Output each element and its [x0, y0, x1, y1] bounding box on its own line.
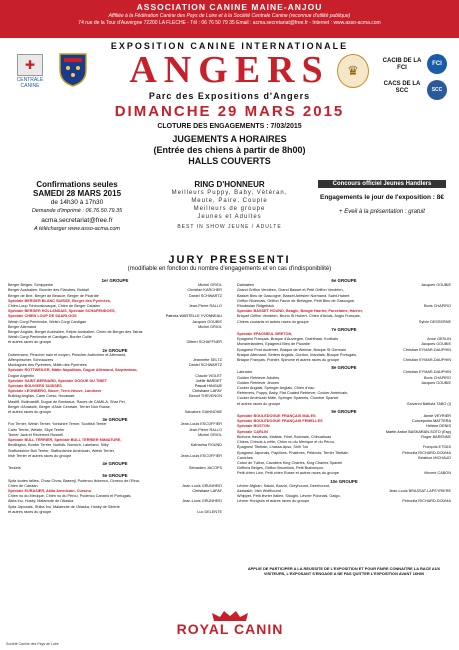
judge-name: Boris CHAPIRO — [423, 304, 451, 309]
jury-column-left — [8, 276, 222, 515]
group-heading: 5e GROUPE — [102, 473, 128, 479]
breed-list: Epagneul Japonais, Papillons, Phalènes, Pékinois, Terrier Tibétain — [237, 450, 349, 455]
judge-name: Pascal HINGUE — [194, 384, 222, 389]
breed-list: Spitz Japonais, Shiba Inu, Malamute de l'Alaska, Husky de Sibérie — [8, 504, 120, 509]
group-heading: 1er GROUPE — [101, 278, 129, 283]
conf-email: acma.secretariat@free.fr — [41, 217, 113, 224]
city-title: ANGERS — [129, 49, 330, 91]
judge-name: Boris CHAPIRO — [423, 375, 451, 380]
ring-title: RING D'HONNEUR — [194, 180, 265, 189]
breed-list: Grand Griffon Vendéen, Grand Basset et Petit Griffon Vendéen, — [237, 288, 344, 293]
judge-name: Michel GRIOL — [198, 432, 222, 437]
footer-text: Société Canine des Pays de Loire — [6, 642, 59, 646]
jury-subtitle: (modifiable en fonction du nombre d'engagements et en cas d'indisponibilité) — [127, 266, 332, 272]
group-heading: 3e GROUPE — [102, 417, 128, 423]
judge-name: Jacques GOUBIE — [192, 319, 222, 324]
breed-judge-row — [237, 358, 451, 363]
breed-list: Cairn Terrier, Westie, Skye Terrier — [8, 427, 65, 432]
judge-name: Anne GESLIN — [427, 337, 451, 342]
breed-judge-row — [237, 499, 451, 504]
breed-list: Spéciale ROTTWEILER, Mâtin Napolitain, Dogue Allemand, Sarplaninac, — [8, 368, 138, 373]
handlers-title: Concours officiel Jeunes Handlers — [318, 180, 446, 188]
breed-list: Bulldog Anglais, Cane Corso, Hovawart — [8, 394, 75, 399]
breed-list: Staffordshire Bull Terrier, Staffordshire Américain, Welsh Terrier, — [8, 448, 115, 453]
association-contact: 74 rue de la Tour d'Auvergne 72200 LA FLECHE - Tél : 06 76 50 79 35 Email : acma.secretariat@free.fr - Internet : www.asso-acma.com — [78, 20, 381, 26]
lion-emblem-icon: ♛ — [337, 54, 369, 88]
judge-name: Christiane LAFAY — [192, 389, 222, 394]
breed-list: Spéciale SAINT-BERNARD, Spéciale DOGUE DU TIBET — [8, 378, 107, 383]
judge-name: Salvatore GIANNONE — [184, 410, 222, 415]
breed-list: Fox Terrier, Welsh Terrier, Yorkshire Terrier, Scottish Terrier — [8, 422, 107, 427]
breed-list: Chien de Canaan — [8, 483, 38, 488]
breed-list: et autres races du groupe — [8, 410, 52, 415]
breed-list: Welsh Corgi Pembroke et Cardigan, Border Collie — [8, 335, 92, 340]
conf-title: Confirmations seules — [36, 180, 118, 189]
group-heading: 8e GROUPE — [331, 365, 357, 371]
breed-list: Braque Français, Pointer, Spinone et autres races du groupe — [237, 358, 340, 363]
judge-name: Concepción MATTERA — [412, 419, 451, 424]
judge-name: Jean-Pierre RALLO — [188, 427, 222, 432]
judge-name: Luc DELENTE — [197, 509, 222, 514]
group-heading: 7e GROUPE — [331, 326, 357, 332]
breed-list: Mastiff, Bullmastiff, Dogue de Bordeaux, Races de CAMILA, Shar Pei, — [8, 399, 126, 404]
breed-list: Cocker Anglais, Springer Anglais, Chien d'eau — [237, 386, 315, 391]
group-heading: 4e GROUPE — [102, 460, 128, 466]
breed-list: Akita Inu, Husky, Malamute de l'Alaska — [8, 499, 74, 504]
judge-name: Béatrice MICHAUD — [418, 455, 451, 460]
breed-list: Dobermann, Pinscher nain et moyen, Pinscher Autrichien et Allemand, — [8, 352, 127, 357]
breed-list: Spéciale BERGER HOLLANDAIS, Spéciale SCHAPENDOES, — [8, 309, 116, 314]
handlers-fee: Engagements le jour de l'exposition : 8€ — [320, 194, 444, 201]
breed-list: Bedlington, Border Terrier, Norfolk, Norwich, Lakeland, Silky — [8, 443, 109, 448]
cacs-label: CACS DE LA SCC — [383, 81, 421, 94]
group-heading: 2e GROUPE — [102, 347, 128, 353]
judge-name: Christian EYMAR-DAUPHIN — [403, 347, 451, 352]
judge-name: Giovanni Battista TABO (I) — [406, 401, 451, 406]
judge-name: Sébastien JACOPS — [188, 466, 222, 471]
judge-name: Jean-Louis ESCOFFIER — [180, 422, 222, 427]
judging-line-3: HALLS COUVERTS — [188, 156, 271, 166]
conf-imprime: Demande d'imprimé : 06.76.50.79.35 — [31, 208, 123, 214]
breed-list: Irish Terrier et autres races du groupe — [8, 453, 72, 458]
ring-honneur-block — [147, 180, 312, 230]
judge-name: Joëlle BARDET — [195, 378, 222, 383]
association-affiliation: Affiliée à la Fédération Canine des Pays de Loire et à la Société Centrale Canine (reconnue d'utilité publique) — [108, 13, 351, 19]
judge-name: Christiane LAFAY — [192, 488, 222, 493]
breed-list: Berger Allemand — [8, 324, 37, 329]
cloture-date: CLOTURE DES ENGAGEMENTS : 7/03/2015 — [157, 123, 302, 130]
judge-name: Michel GRIOL — [198, 283, 222, 288]
judge-name: Patricia WARTELLE YVONNEAU — [165, 314, 222, 319]
judge-name: Hélène DENIS — [426, 424, 451, 429]
breed-list: Chien nu du Mexique, Chien nu du Pérou, Podenco Canario et Portugais, — [8, 494, 132, 499]
judge-name: Jacques GOUBIE — [421, 283, 451, 288]
breed-list: et autres races du groupe — [8, 340, 52, 345]
breed-list: Spéciale BULL TERRIER, Spéciale BULL TERRIER MINIATURE, — [8, 438, 122, 443]
judge-name: Daniel SCHWARTZ — [188, 363, 222, 368]
group-heading: 10e GROUPE — [330, 478, 358, 484]
centrale-canine-label: CENTRALE CANINE — [16, 77, 44, 89]
breed-judge-row — [8, 340, 222, 345]
breed-judge-row — [8, 510, 222, 515]
breed-list: Spéciale CARLIN — [237, 429, 268, 434]
breed-list: Spéciale BERGER BLANC SUISSE, Berger des Pyrénées, — [8, 298, 111, 303]
judge-name: Gilbert SCHAFFNER — [186, 340, 222, 345]
breed-list: Caniches — [237, 455, 253, 460]
ring-line-4: Jeunes et Adultes — [197, 214, 262, 220]
group-heading: 9e GROUPE — [331, 408, 357, 414]
breed-list: Coton de Tuléar, Cavaliers King Charles, King Charles Spaniel — [237, 460, 343, 465]
royal-canin-logo — [165, 610, 295, 636]
association-title: ASSOCIATION CANINE MAINE-ANJOU — [136, 2, 323, 12]
breed-list: Griffon Nivernais, Griffon Fauve de Bretagne, Petit Bleu de Gascogne, — [237, 298, 356, 303]
breed-list: Spéciale CHIEN LOUP DE SAARLOOS — [8, 314, 77, 319]
breed-list: Epagneul Français, Braque d'Auvergne, Drahthaar, Korthals — [237, 337, 338, 342]
breed-list: Terrier Jack et Révérend Russell — [8, 432, 63, 437]
breed-list: Cocker Américain Mâle, Springer Spaniels, Clumber Spaniel — [237, 396, 339, 401]
judge-name: Jeannette SELTZ — [192, 358, 222, 363]
judging-line-1: JUGEMENTS A HORAIRES — [172, 134, 287, 144]
judge-name: Jean-Louis ESCOFFIER — [180, 453, 222, 458]
breed-list: Berger de Brie, Berger de Beauce, Berger de Picardie — [8, 293, 99, 298]
conf-hours: de 14h30 à 17h30 — [50, 199, 104, 206]
breed-judge-row — [237, 402, 451, 407]
judge-name: Jean-Louis GRUNHEID — [182, 483, 222, 488]
breed-list: Briquet Griffon Vendéen, Bruno St Hubert, Chien d'Artois, Anglo Français, — [237, 314, 361, 319]
association-header — [0, 0, 459, 38]
breed-list: Welsh Corgi Pembroke, Welsh Corgi Cardigan — [8, 319, 87, 324]
breed-list: Rhodesian Ridgeback — [237, 304, 275, 309]
breed-judge-row — [237, 320, 451, 325]
judge-name: Jacques GOUBIE — [421, 380, 451, 385]
breed-list: Chiens Chinois à crête, Chien nu du Mexique et du Pérou, — [237, 440, 335, 445]
breed-list: Lévrier Afghan, Saluki, Barzoï, Greyhound, Deerhound, — [237, 483, 330, 488]
handlers-block — [318, 180, 446, 215]
ring-line-2: Meute, Paire, Couple — [191, 198, 268, 204]
breed-list: Bichons Havanais, Maltais, Frisé, Bolonais, Chihuahuas — [237, 434, 332, 439]
judge-name: Martin Anton BASKARAN-SOTO (Esp) — [385, 429, 451, 434]
jury-title: JURY PRESSENTI — [168, 254, 291, 266]
judge-name: Michel GRIOL — [198, 324, 222, 329]
jury-column-right — [237, 276, 451, 505]
departure-note: APPLIE DE PARTICIPER A LA REUSSITE DE L'EXPOSITION ET POUR FAIRE CONNAITRE LA RACE AUX VISITEURS, L'EXPOSANT S'ENGAGE A NE PAS QUITTER L'EXPOSITION AVANT 16H00 — [247, 566, 441, 576]
breed-list: Labrador — [237, 370, 253, 375]
breed-list: Teckels — [8, 466, 21, 471]
ring-line-1: Meilleurs Puppy, Baby, Vétéran, — [171, 190, 288, 196]
breed-list: Golden Retriever Adultes — [237, 375, 280, 380]
judge-name: Jean-Pierre RALLO — [188, 304, 222, 309]
judge-name: Katharina ROUND — [190, 443, 222, 448]
breed-list: Braque Allemand, Setters Anglais, Gordon, Irlandais, Braque Portugais, — [237, 352, 358, 357]
breed-list: Chiens courants et autres races du groupe — [237, 319, 309, 324]
breed-list: Spéciale EURASIER, Akita Américain, Cursinu — [8, 488, 92, 493]
sponsor-name: ROYAL CANIN — [176, 621, 284, 637]
event-date: DIMANCHE 29 MARS 2015 — [114, 103, 345, 120]
judge-name: Jacques GOUBIE — [421, 342, 451, 347]
breed-list: et autres races du groupe — [8, 509, 52, 514]
judge-name: Jean-Louis BRASSAT-LAPEYRIERE — [389, 488, 451, 493]
judge-name: Daniel SCHWARTZ — [188, 293, 222, 298]
handlers-free: + Eveil à la présentation : gratuit — [339, 209, 425, 215]
judge-name: Christian KARCHER — [187, 288, 222, 293]
conf-date: SAMEDI 28 MARS 2015 — [32, 189, 122, 198]
breed-list: Lévrier Hongrois et autres races du groupe — [237, 499, 310, 504]
venue-title: Parc des Expositions d'Angers — [148, 91, 311, 101]
breed-list: Basset Bleu de Gascogne, Basset Artésien Normand, Saint-Hubert — [237, 293, 350, 298]
expo-title: EXPOSITION CANINE INTERNATIONALE — [110, 41, 349, 51]
judge-name: Claude VIOLET — [195, 373, 222, 378]
breed-list: Azawakh, Irish Wolfhound — [237, 488, 281, 493]
breed-list: Spéciale BASSET HOUND, Beagle, Beagle Harrier, Porcelaine, Harrier, — [237, 309, 363, 314]
breed-list: Spéciale EPAGNEUL BRETON, — [237, 332, 293, 337]
breed-list: Petit chien Lion, Petit chien Russe et autres races du groupe — [237, 471, 339, 476]
fci-logo-icon: FCI — [427, 54, 447, 74]
breed-list: et autres races du groupe — [237, 401, 281, 406]
breed-judge-row — [8, 466, 222, 471]
breed-judge-row — [237, 471, 451, 476]
conf-site: A télécharger www.asso-acma.com — [34, 226, 120, 232]
breed-list: Spéciale LEONBERG, Boxer, Terre-Neuve, Landseer — [8, 389, 102, 394]
confirmations-block — [12, 180, 142, 234]
centrale-canine-icon: ✚ — [17, 54, 43, 76]
breed-judge-row — [8, 454, 222, 459]
breed-list: Retrievers, Puppy, Baby, Flat Coated Retriever, Cocker Américain, — [237, 391, 349, 396]
breed-list: Spitz toutes tailles, Chow Chow, Basenji, Podenco Ibicenco, Cirneco de l'Etna, — [8, 478, 140, 483]
breed-list: Epagneul Pont Audemer, Braque de Weimar, Braque St Germain — [237, 347, 347, 352]
judge-name: Roger BARENNE — [421, 434, 451, 439]
judge-name: Vincent CABON — [423, 471, 451, 476]
judge-name: Annie VEYRIER — [423, 414, 451, 419]
breed-list: Spéciale BOULEDOGUE FRANÇAIS FEMELLES — [237, 419, 323, 424]
scc-logo-icon: SCC — [427, 80, 447, 100]
breed-list: Berger Australien, Bouvier des Flandres, Bobtail — [8, 288, 89, 293]
breed-list: Griffons Belges, Griffon Bruxellois, Petit Brabançon, — [237, 466, 325, 471]
breed-list: Berger d'Anatolie, Berger d'Asie Centrale, Terrier Noir Russe, — [8, 404, 111, 409]
breed-list: Montagnes des Pyrénées, Mâtin des Pyrénées — [8, 363, 87, 368]
judge-name: Benoit THEVENON — [189, 394, 222, 399]
judging-line-2: (Entrée des chiens à partir de 8h00) — [153, 145, 306, 155]
breed-list: Spéciale BOULEDOGUE FRANÇAIS MALES — [237, 414, 316, 419]
breed-list: Dalmatien — [237, 283, 255, 288]
breed-list: Golden Retriever Jeunes — [237, 380, 279, 385]
breed-list: Munsterlanders, Epagneul Bleu de Picardie — [237, 342, 311, 347]
judge-name: Petronila RICHARD-DOUMA — [402, 450, 451, 455]
breed-list: Spéciale BOUVIERS SUISSES — [8, 384, 62, 389]
judge-name: Christian EYMAR-DAUPHIN — [403, 370, 451, 375]
judge-name: Christian EYMAR-DAUPHIN — [403, 358, 451, 363]
group-heading: 6e GROUPE — [331, 278, 357, 283]
breed-list: Affenpinscher, Schnauzers — [8, 358, 54, 363]
judging-info — [0, 134, 459, 167]
breed-list: Whippet, Petit lévrier Italien, Sloughi, Lévrier Polonais, Galgo, — [237, 494, 341, 499]
breed-list: Chien-Loup Tchécoslovaque, Chien de Berger Catalan — [8, 304, 100, 309]
breed-list: Spéciale BOSTON — [237, 424, 270, 429]
cacib-label: CACIB DE LA FCI — [382, 58, 422, 71]
ring-line-3: Meilleurs de groupe — [193, 206, 266, 212]
breed-list: Berger Belges, Schipperke — [8, 283, 54, 288]
judge-name: Petronila RICHARD-DOUMA — [402, 499, 451, 504]
judge-name: François ETSAS — [422, 445, 451, 450]
breed-list: Epagneul Tibétain, Lhassa Apso, Shih Tzu — [237, 445, 309, 450]
judge-name: Sylvie DESSERNE — [418, 319, 451, 324]
judge-name: Jean-Louis GRUNHEID — [182, 499, 222, 504]
breed-judge-row — [8, 410, 222, 415]
breed-list: Dogue Argentin — [8, 373, 35, 378]
breed-list: Berger Anglais, Berger Australien, Kelpie Australien, Chien de Berger des Tatras — [8, 330, 143, 335]
ring-bis: BEST IN SHOW JEUNE / ADULTE — [177, 224, 282, 230]
